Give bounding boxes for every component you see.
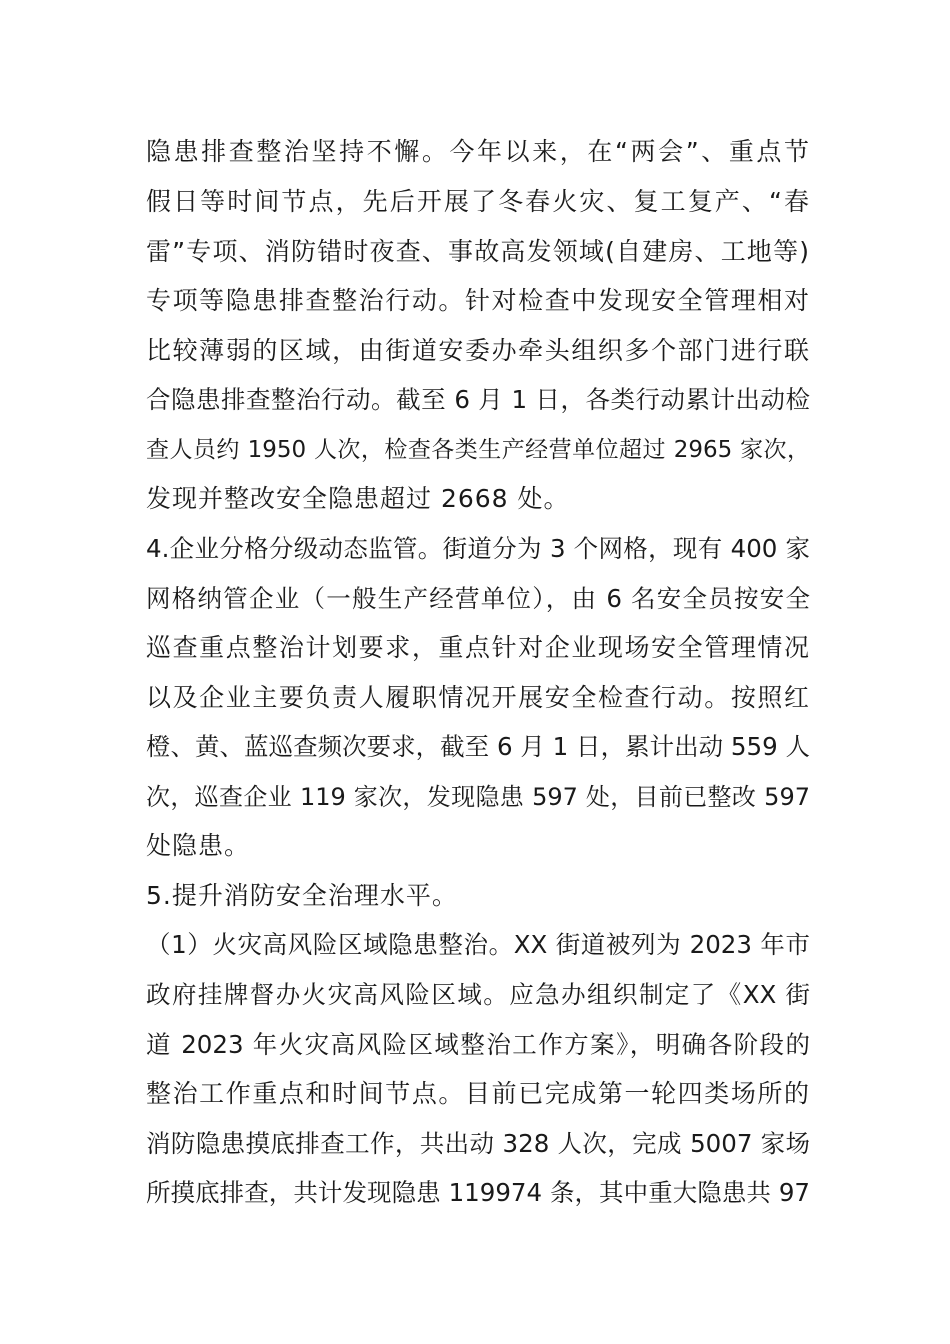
text-line: 假日等时间节点，先后开展了冬春火灾、复工复产、“春 (146, 187, 810, 216)
text-line: 以及企业主要负责人履职情况开展安全检查行动。按照红 (146, 683, 810, 712)
text-line: 4.企业分格分级动态监管。街道分为 3 个网格，现有 400 家 (146, 534, 810, 563)
text-line: 查人员约 1950 人次，检查各类生产经营单位超过 2965 家次， (146, 437, 810, 463)
text-line: 网格纳管企业（一般生产经营单位），由 6 名安全员按安全 (146, 584, 810, 613)
text-line: 比较薄弱的区域，由街道安委办牵头组织多个部门进行联 (146, 336, 810, 365)
text-line: 政府挂牌督办火灾高风险区域。应急办组织制定了《XX 街 (146, 980, 810, 1009)
text-line: 次，巡查企业 119 家次，发现隐患 597 处，目前已整改 597 (146, 783, 810, 811)
text-line: 雷”专项、消防错时夜查、事故高发领域(自建房、工地等) (146, 237, 810, 266)
text-line: 巡查重点整治计划要求，重点针对企业现场安全管理情况 (146, 633, 810, 662)
text-line: 消防隐患摸底排查工作，共出动 328 人次，完成 5007 家场 (146, 1129, 810, 1158)
text-line: 发现并整改安全隐患超过 2668 处。 (146, 484, 570, 513)
text-line: 整治工作重点和时间节点。目前已完成第一轮四类场所的 (146, 1079, 810, 1108)
text-line: 橙、黄、蓝巡查频次要求，截至 6 月 1 日，累计出动 559 人 (146, 732, 810, 761)
text-line: 隐患排查整治坚持不懈。今年以来，在“两会”、重点节 (146, 137, 810, 166)
text-line: 5.提升消防安全治理水平。 (146, 881, 458, 910)
text-line: （1）火灾高风险区域隐患整治。XX 街道被列为 2023 年市 (146, 930, 810, 959)
text-line: 道 2023 年火灾高风险区域整治工作方案》，明确各阶段的 (146, 1030, 810, 1059)
text-line: 所摸底排查，共计发现隐患 119974 条，其中重大隐患共 97 (146, 1178, 810, 1207)
text-line: 处隐患。 (146, 831, 251, 860)
text-line: 合隐患排查整治行动。截至 6 月 1 日，各类行动累计出动检 (146, 385, 810, 414)
text-line: 专项等隐患排查整治行动。针对检查中发现安全管理相对 (146, 286, 810, 315)
